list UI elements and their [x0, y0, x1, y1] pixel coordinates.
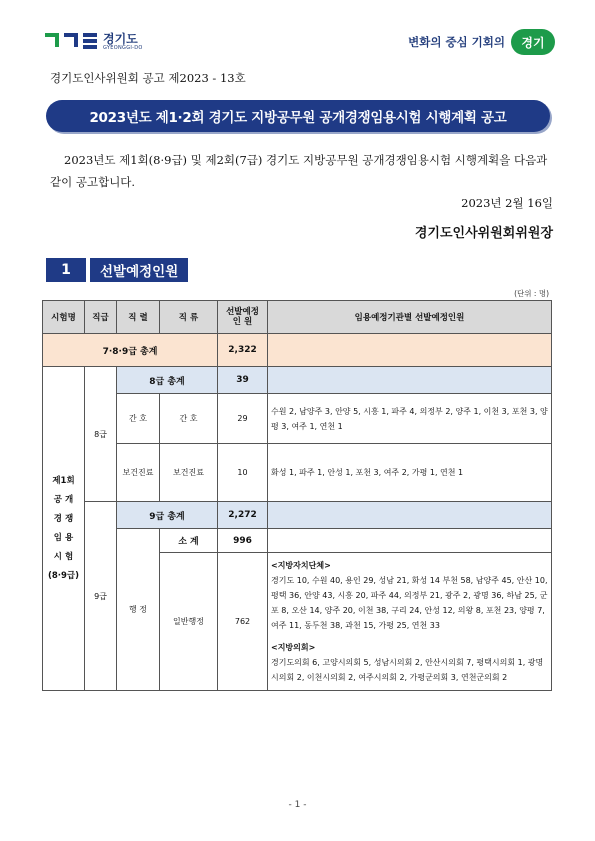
header-org: 임용예정기관별 선발예정인원 — [268, 301, 552, 334]
header-count: 선발예정 인 원 — [218, 301, 268, 334]
notice-number: 경기도인사위원회 공고 제2023 - 13호 — [50, 71, 246, 85]
header-kind: 직 류 — [160, 301, 218, 334]
org-heading-council: <지방의회> — [271, 643, 316, 652]
slogan-text: 변화의 중심 기회의 — [408, 35, 505, 49]
org-body-council: 경기도의회 6, 고양시의회 5, 성남시의회 2, 안산시의회 7, 평택시의회 1, 광명시의회 2, 이천시의회 2, 여주시의회 2, 가평군의회 3, 연천군의회 2 — [271, 658, 544, 682]
grade8-total-value: 39 — [218, 367, 268, 394]
org-body-local-gov: 경기도 10, 수원 40, 용인 29, 성남 21, 화성 14 부천 58, 남양주 45, 안산 10, 평택 36, 안양 43, 시흥 20, 파주 44, 의정부 21, 광주 2, 광명 36, 하남 25, 군포 8, 오산 14, 양주 20, 이천 38, 구리 24, 안성 12, 의왕 8, 포천 23, 양평 7, 여주 11, 동두천 38, 과천 15, 가평 25, 연천 33 — [271, 576, 548, 630]
grade8-total-label: 8급 총계 — [117, 367, 218, 394]
page-title: 2023년도 제1·2회 경기도 지방공무원 공개경쟁임용시험 시행계획 공고 — [46, 100, 550, 132]
logo-text: 경기도 — [103, 32, 138, 46]
section-title: 선발예정인원 — [90, 258, 188, 282]
org-cell — [268, 553, 552, 691]
kind-cell: 간 호 — [160, 394, 218, 444]
grade9-subtotal-row — [43, 529, 552, 553]
grade8-label: 8급 — [85, 367, 117, 502]
grand-total-row — [43, 334, 552, 367]
exam-name: 제1회 공 개 경 쟁 임 용 시 험 (8·9급) — [43, 367, 85, 691]
grade9-total-label: 9급 총계 — [117, 502, 218, 529]
page-number: - 1 - — [288, 800, 307, 810]
section-heading — [46, 258, 550, 282]
grand-total-value: 2,322 — [218, 334, 268, 367]
count-cell: 29 — [218, 394, 268, 444]
grade9-total-value: 2,272 — [218, 502, 268, 529]
grade9-label: 9급 — [85, 502, 117, 691]
table-row — [43, 394, 552, 444]
header-exam: 시험명 — [43, 301, 85, 334]
notice-date: 2023년 2월 16일 — [461, 196, 553, 210]
kind-cell: 일반행정 — [160, 553, 218, 691]
org-heading-local-gov: <지방자치단체> — [271, 561, 331, 570]
subtotal-label: 소 계 — [160, 529, 218, 553]
section-number: 1 — [46, 258, 86, 282]
count-cell: 762 — [218, 553, 268, 691]
signer: 경기도인사위원회위원장 — [414, 226, 553, 241]
logo-subtext: GYEONGGI-DO — [103, 45, 143, 51]
series-cell: 보건진료 — [117, 444, 160, 502]
slogan — [408, 28, 555, 56]
gyeonggi-logo — [45, 30, 185, 54]
intro-paragraph: 2023년도 제1회(8·9급) 및 제2회(7급) 경기도 지방공무원 공개경쟁임용시험 시행계획을 다음과 같이 공고합니다. — [50, 153, 548, 189]
recruitment-table — [42, 300, 552, 691]
grade9-total-row — [43, 502, 552, 529]
grand-total-label: 7·8·9급 총계 — [43, 334, 218, 367]
subtotal-value: 996 — [218, 529, 268, 553]
org-cell: 수원 2, 남양주 3, 안양 5, 시흥 1, 파주 4, 의정부 2, 양주 1, 이천 3, 포천 3, 양평 3, 여주 1, 연천 1 — [268, 394, 552, 444]
unit-label: (단위 : 명) — [514, 289, 549, 298]
series-cell: 간 호 — [117, 394, 160, 444]
header-grade: 직급 — [85, 301, 117, 334]
header-series: 직 렬 — [117, 301, 160, 334]
kind-cell: 보건진료 — [160, 444, 218, 502]
logo-mark-icon — [45, 33, 99, 51]
count-cell: 10 — [218, 444, 268, 502]
org-cell: 화성 1, 파주 1, 안성 1, 포천 3, 여주 2, 가평 1, 연천 1 — [268, 444, 552, 502]
grade8-total-row — [43, 367, 552, 394]
slogan-badge: 경기 — [511, 29, 555, 55]
series-cell: 행 정 — [117, 529, 160, 691]
table-row — [43, 444, 552, 502]
